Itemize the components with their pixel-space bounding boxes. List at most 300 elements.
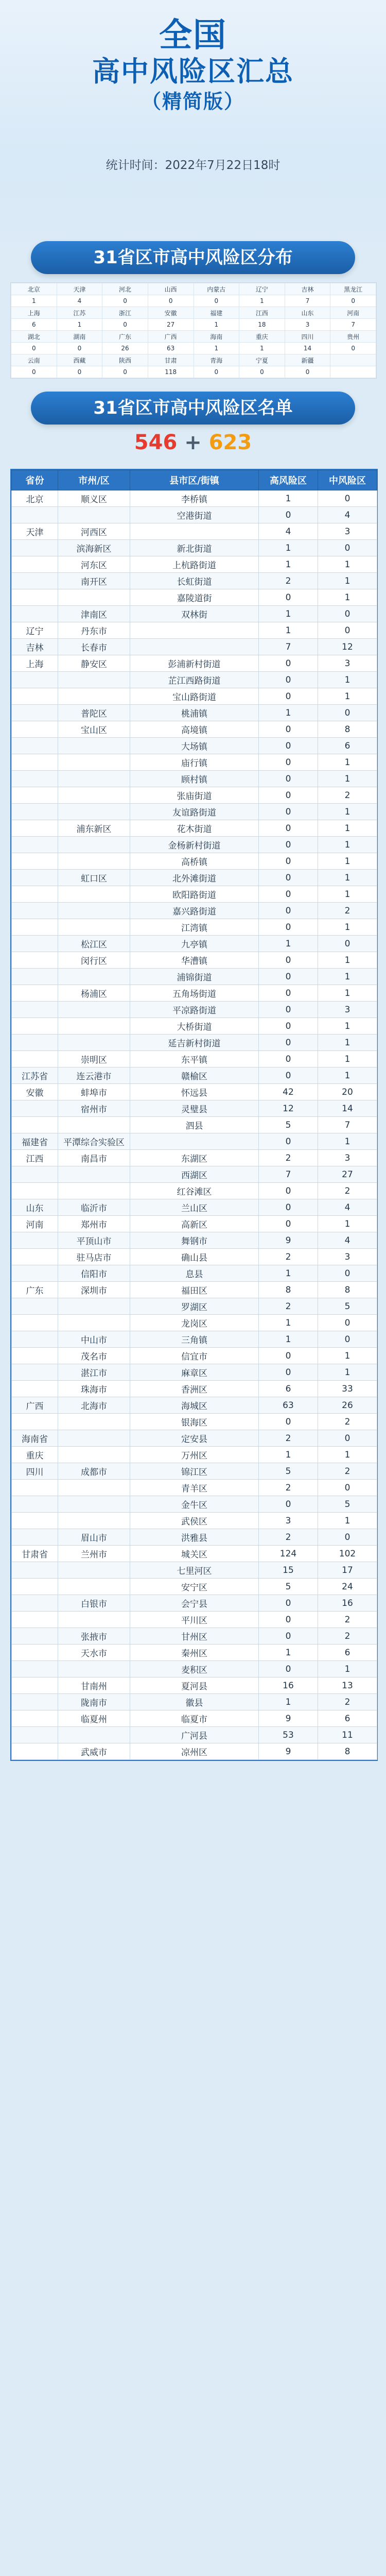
cell-high: 0	[259, 1199, 318, 1216]
cell-city	[58, 1298, 130, 1315]
cell-mid: 33	[318, 1381, 377, 1397]
cell-district: 秦州区	[130, 1645, 259, 1661]
table-row	[12, 1562, 377, 1579]
cell-mid: 2	[318, 1628, 377, 1645]
cell-district	[130, 523, 259, 540]
cell-city	[58, 886, 130, 903]
cell-district: 龙岗区	[130, 1315, 259, 1331]
cell-province	[12, 507, 58, 523]
cell-district: 红谷滩区	[130, 1183, 259, 1199]
cell-district: 平凉路街道	[130, 1002, 259, 1018]
cell-district: 西湖区	[130, 1166, 259, 1183]
stat-time: 统计时间：2022年7月22日18时	[106, 159, 280, 172]
cell-city	[58, 1414, 130, 1430]
cell-city	[58, 787, 130, 804]
cell-province: 重庆	[12, 1447, 58, 1463]
cell-province	[12, 1529, 58, 1546]
cell-mid: 24	[318, 1579, 377, 1595]
cell-mid: 1	[318, 985, 377, 1002]
cell-district: 高新区	[130, 1216, 259, 1232]
cell-city: 长春市	[58, 639, 130, 655]
table-row	[12, 1529, 377, 1546]
cell-high: 0	[259, 903, 318, 919]
cell-province	[12, 1348, 58, 1364]
table-row	[12, 969, 377, 985]
cell-mid: 1	[318, 1035, 377, 1051]
cell-province	[12, 573, 58, 589]
cell-high: 0	[259, 820, 318, 837]
cell-high: 0	[259, 754, 318, 771]
cell-province	[12, 688, 58, 705]
cell-district: 灵璧县	[130, 1100, 259, 1117]
cell-province	[12, 1694, 58, 1710]
cell-city	[58, 1661, 130, 1677]
cell-province	[12, 540, 58, 556]
cell-high: 0	[259, 1364, 318, 1381]
table-row	[12, 936, 377, 952]
table-row	[12, 1232, 377, 1249]
cell-city: 北海市	[58, 1397, 130, 1414]
table-row	[12, 1282, 377, 1298]
cell-mid: 0	[318, 1331, 377, 1348]
cell-city: 滨海新区	[58, 540, 130, 556]
cell-city: 连云港市	[58, 1067, 130, 1084]
cell-district: 城关区	[130, 1546, 259, 1562]
table-row	[12, 1513, 377, 1529]
distribution-cell: 云南	[11, 354, 57, 366]
cell-city: 张掖市	[58, 1628, 130, 1645]
cell-high: 0	[259, 721, 318, 738]
cell-district: 庙行镇	[130, 754, 259, 771]
cell-province	[12, 1183, 58, 1199]
cell-district: 赣榆区	[130, 1067, 259, 1084]
cell-district: 上杭路街道	[130, 556, 259, 573]
distribution-cell: 山东	[285, 307, 330, 319]
cell-city	[58, 688, 130, 705]
cell-high: 16	[259, 1677, 318, 1694]
cell-province	[12, 1381, 58, 1397]
cell-high: 0	[259, 1018, 318, 1035]
distribution-cell: 湖北	[11, 331, 57, 343]
cell-mid: 1	[318, 1051, 377, 1067]
cell-city: 陇南市	[58, 1694, 130, 1710]
cell-city: 崇明区	[58, 1051, 130, 1067]
cell-district: 信宜市	[130, 1348, 259, 1364]
cell-city: 平潭综合实验区	[58, 1133, 130, 1150]
col-city: 市州/区	[58, 470, 130, 490]
cell-province	[12, 1166, 58, 1183]
cell-city	[58, 837, 130, 853]
distribution-cell: 1	[194, 319, 239, 331]
cell-mid: 1	[318, 1364, 377, 1381]
cell-district: 彭浦新村街道	[130, 655, 259, 672]
distribution-cell: 天津	[57, 283, 102, 295]
cell-city: 湛江市	[58, 1364, 130, 1381]
cell-mid: 1	[318, 1133, 377, 1150]
cell-mid: 4	[318, 1232, 377, 1249]
cell-mid: 0	[318, 936, 377, 952]
cell-city: 驻马店市	[58, 1249, 130, 1265]
distribution-cell: 0	[102, 295, 148, 307]
table-row	[12, 721, 377, 738]
cell-mid: 4	[318, 1199, 377, 1216]
cell-district	[130, 639, 259, 655]
cell-city: 松江区	[58, 936, 130, 952]
cell-province	[12, 771, 58, 787]
cell-high: 5	[259, 1117, 318, 1133]
distribution-cell	[330, 366, 376, 378]
title-line-2: 高中风险区汇总	[92, 55, 294, 88]
cell-mid: 5	[318, 1298, 377, 1315]
table-row	[12, 1018, 377, 1035]
table-row	[12, 1051, 377, 1067]
cell-mid: 0	[318, 540, 377, 556]
distribution-cell: 北京	[11, 283, 57, 295]
cell-mid: 1	[318, 870, 377, 886]
cell-province: 江西	[12, 1150, 58, 1166]
table-row	[12, 573, 377, 589]
distribution-cell: 118	[148, 366, 194, 378]
distribution-cell: 0	[285, 366, 330, 378]
distribution-cell: 青海	[194, 354, 239, 366]
cell-mid: 1	[318, 589, 377, 606]
distribution-cell: 0	[57, 366, 102, 378]
cell-district: 徽县	[130, 1694, 259, 1710]
cell-mid: 4	[318, 507, 377, 523]
cell-district: 高境镇	[130, 721, 259, 738]
cell-high: 1	[259, 606, 318, 622]
cell-district: 欧阳路街道	[130, 886, 259, 903]
cell-high: 4	[259, 523, 318, 540]
table-row	[12, 1364, 377, 1381]
distribution-cell: 四川	[285, 331, 330, 343]
table-row	[12, 1694, 377, 1710]
cell-province: 辽宁	[12, 622, 58, 639]
table-row	[12, 1447, 377, 1463]
cell-high: 1	[259, 490, 318, 507]
cell-district: 夏河县	[130, 1677, 259, 1694]
table-row	[12, 754, 377, 771]
cell-mid: 1	[318, 886, 377, 903]
cell-province	[12, 820, 58, 837]
cell-province: 福建省	[12, 1133, 58, 1150]
cell-district: 舞钢市	[130, 1232, 259, 1249]
cell-high: 2	[259, 1430, 318, 1447]
table-row	[12, 1480, 377, 1496]
cell-district: 确山县	[130, 1249, 259, 1265]
cell-province	[12, 919, 58, 936]
cell-district: 青羊区	[130, 1480, 259, 1496]
risk-counts	[0, 431, 386, 454]
table-row	[12, 1595, 377, 1612]
cell-province	[12, 1661, 58, 1677]
cell-province	[12, 721, 58, 738]
cell-province	[12, 985, 58, 1002]
cell-district: 浦锦街道	[130, 969, 259, 985]
cell-district: 嘉兴路街道	[130, 903, 259, 919]
cell-mid: 16	[318, 1595, 377, 1612]
cell-high: 1	[259, 1315, 318, 1331]
table-row	[12, 507, 377, 523]
table-row	[12, 556, 377, 573]
cell-district: 福田区	[130, 1282, 259, 1298]
cell-province	[12, 804, 58, 820]
cell-district: 广河县	[130, 1727, 259, 1743]
cell-high: 0	[259, 1496, 318, 1513]
cell-city: 顺义区	[58, 490, 130, 507]
cell-high: 0	[259, 886, 318, 903]
table-row	[12, 1348, 377, 1364]
cell-city: 甘南州	[58, 1677, 130, 1694]
cell-province	[12, 1002, 58, 1018]
distribution-cell: 63	[148, 343, 194, 354]
cell-mid: 5	[318, 1496, 377, 1513]
poster-title	[0, 16, 386, 114]
cell-province	[12, 1645, 58, 1661]
cell-high: 0	[259, 655, 318, 672]
cell-mid: 3	[318, 1002, 377, 1018]
cell-district: 锦江区	[130, 1463, 259, 1480]
distribution-cell: 6	[11, 319, 57, 331]
cell-city	[58, 969, 130, 985]
cell-city: 深圳市	[58, 1282, 130, 1298]
cell-mid: 1	[318, 952, 377, 969]
cell-district: 双林街	[130, 606, 259, 622]
table-row	[12, 1579, 377, 1595]
distribution-cell: 3	[285, 319, 330, 331]
col-province: 省份	[12, 470, 58, 490]
cell-high: 53	[259, 1727, 318, 1743]
cell-province	[12, 754, 58, 771]
cell-district: 延吉新村街道	[130, 1035, 259, 1051]
table-row	[12, 490, 377, 507]
cell-province	[12, 1743, 58, 1760]
cell-high: 0	[259, 787, 318, 804]
cell-city: 闵行区	[58, 952, 130, 969]
section-banner-list: 31省区市高中风险区名单	[31, 392, 355, 425]
table-row	[12, 1727, 377, 1743]
distribution-grid	[10, 282, 377, 379]
distribution-cell: 重庆	[239, 331, 285, 343]
cell-district: 东湖区	[130, 1150, 259, 1166]
table-row	[12, 787, 377, 804]
cell-province	[12, 1595, 58, 1612]
cell-province: 四川	[12, 1463, 58, 1480]
distribution-cell: 0	[102, 366, 148, 378]
cell-mid: 26	[318, 1397, 377, 1414]
cell-province	[12, 1628, 58, 1645]
cell-high: 5	[259, 1579, 318, 1595]
cell-high: 1	[259, 622, 318, 639]
cell-high: 7	[259, 639, 318, 655]
cell-high: 0	[259, 837, 318, 853]
distribution-cell: 江苏	[57, 307, 102, 319]
cell-city	[58, 1612, 130, 1628]
cell-city: 兰州市	[58, 1546, 130, 1562]
cell-district	[130, 1133, 259, 1150]
table-row	[12, 1002, 377, 1018]
cell-province: 山东	[12, 1199, 58, 1216]
distribution-cell: 吉林	[285, 283, 330, 295]
cell-high: 0	[259, 919, 318, 936]
hero-header	[0, 0, 386, 242]
table-row	[12, 1612, 377, 1628]
cell-city	[58, 754, 130, 771]
cell-district: 北外滩街道	[130, 870, 259, 886]
cell-mid: 1	[318, 969, 377, 985]
cell-province	[12, 1051, 58, 1067]
table-row	[12, 523, 377, 540]
cell-province	[12, 1100, 58, 1117]
cell-district: 华漕镇	[130, 952, 259, 969]
cell-city	[58, 1727, 130, 1743]
cell-city	[58, 1315, 130, 1331]
distribution-cell: 陕西	[102, 354, 148, 366]
cell-mid: 2	[318, 1694, 377, 1710]
cell-province	[12, 1579, 58, 1595]
cell-high: 1	[259, 1265, 318, 1282]
cell-district: 武侯区	[130, 1513, 259, 1529]
cell-province: 广东	[12, 1282, 58, 1298]
cell-mid: 0	[318, 1529, 377, 1546]
distribution-cell: 1	[194, 343, 239, 354]
distribution-cell: 1	[239, 295, 285, 307]
cell-district: 空港街道	[130, 507, 259, 523]
cell-mid: 1	[318, 919, 377, 936]
cell-city	[58, 1562, 130, 1579]
table-row	[12, 870, 377, 886]
cell-province	[12, 1513, 58, 1529]
cell-mid: 1	[318, 1661, 377, 1677]
table-row	[12, 853, 377, 870]
cell-mid: 2	[318, 903, 377, 919]
cell-high: 0	[259, 1414, 318, 1430]
distribution-cell: 14	[285, 343, 330, 354]
table-row	[12, 672, 377, 688]
cell-province	[12, 1727, 58, 1743]
cell-mid: 0	[318, 705, 377, 721]
cell-district: 安宁区	[130, 1579, 259, 1595]
table-row	[12, 952, 377, 969]
cell-mid: 2	[318, 1463, 377, 1480]
table-row	[12, 1677, 377, 1694]
distribution-cell: 7	[330, 319, 376, 331]
cell-high: 0	[259, 1035, 318, 1051]
distribution-cell: 0	[11, 366, 57, 378]
cell-mid: 3	[318, 655, 377, 672]
table-row	[12, 1628, 377, 1645]
cell-mid: 6	[318, 1710, 377, 1727]
cell-province	[12, 903, 58, 919]
cell-district: 临夏市	[130, 1710, 259, 1727]
cell-city: 南昌市	[58, 1150, 130, 1166]
distribution-cell: 26	[102, 343, 148, 354]
cell-high: 6	[259, 1381, 318, 1397]
cell-province	[12, 952, 58, 969]
distribution-cell: 贵州	[330, 331, 376, 343]
cell-city	[58, 853, 130, 870]
table-row	[12, 820, 377, 837]
cell-high: 0	[259, 1628, 318, 1645]
distribution-row	[11, 343, 376, 354]
cell-province	[12, 738, 58, 754]
cell-province	[12, 969, 58, 985]
cell-city: 临沂市	[58, 1199, 130, 1216]
cell-high: 0	[259, 1216, 318, 1232]
cell-province: 北京	[12, 490, 58, 507]
cell-high: 2	[259, 573, 318, 589]
cell-high: 0	[259, 1348, 318, 1364]
cell-province	[12, 1249, 58, 1265]
cell-high: 1	[259, 556, 318, 573]
distribution-cell: 福建	[194, 307, 239, 319]
cell-mid: 8	[318, 721, 377, 738]
distribution-cell	[330, 354, 376, 366]
cell-mid: 102	[318, 1546, 377, 1562]
cell-city: 虹口区	[58, 870, 130, 886]
distribution-row	[11, 366, 376, 378]
cell-high: 0	[259, 1002, 318, 1018]
cell-province: 安徽	[12, 1084, 58, 1100]
cell-province	[12, 886, 58, 903]
cell-city	[58, 804, 130, 820]
distribution-cell: 0	[239, 366, 285, 378]
cell-province	[12, 606, 58, 622]
cell-city	[58, 672, 130, 688]
cell-high: 0	[259, 870, 318, 886]
high-count: 546	[134, 431, 178, 454]
cell-high: 2	[259, 1150, 318, 1166]
cell-province	[12, 1496, 58, 1513]
distribution-cell: 1	[57, 319, 102, 331]
cell-province	[12, 705, 58, 721]
cell-district: 五角场街道	[130, 985, 259, 1002]
cell-district: 七里河区	[130, 1562, 259, 1579]
cell-city	[58, 1183, 130, 1199]
cell-province	[12, 1480, 58, 1496]
cell-mid: 2	[318, 1414, 377, 1430]
cell-province: 天津	[12, 523, 58, 540]
cell-high: 0	[259, 589, 318, 606]
cell-province: 吉林	[12, 639, 58, 655]
cell-high: 2	[259, 1529, 318, 1546]
cell-high: 1	[259, 936, 318, 952]
table-row	[12, 705, 377, 721]
table-row	[12, 1331, 377, 1348]
table-row	[12, 985, 377, 1002]
table-row	[12, 1496, 377, 1513]
cell-high: 0	[259, 507, 318, 523]
cell-mid: 1	[318, 556, 377, 573]
cell-mid: 12	[318, 639, 377, 655]
table-row	[12, 1645, 377, 1661]
cell-district: 泗县	[130, 1117, 259, 1133]
cell-mid: 7	[318, 1117, 377, 1133]
cell-district: 宝山路街道	[130, 688, 259, 705]
cell-city: 珠海市	[58, 1381, 130, 1397]
cell-mid: 14	[318, 1100, 377, 1117]
cell-district: 定安县	[130, 1430, 259, 1447]
cell-city: 浦东新区	[58, 820, 130, 837]
cell-province	[12, 1265, 58, 1282]
cell-district: 大桥街道	[130, 1018, 259, 1035]
cell-mid: 2	[318, 1183, 377, 1199]
table-row	[12, 1117, 377, 1133]
cell-province	[12, 1232, 58, 1249]
cell-district: 长虹街道	[130, 573, 259, 589]
cell-mid: 3	[318, 1150, 377, 1166]
cell-high: 2	[259, 1298, 318, 1315]
